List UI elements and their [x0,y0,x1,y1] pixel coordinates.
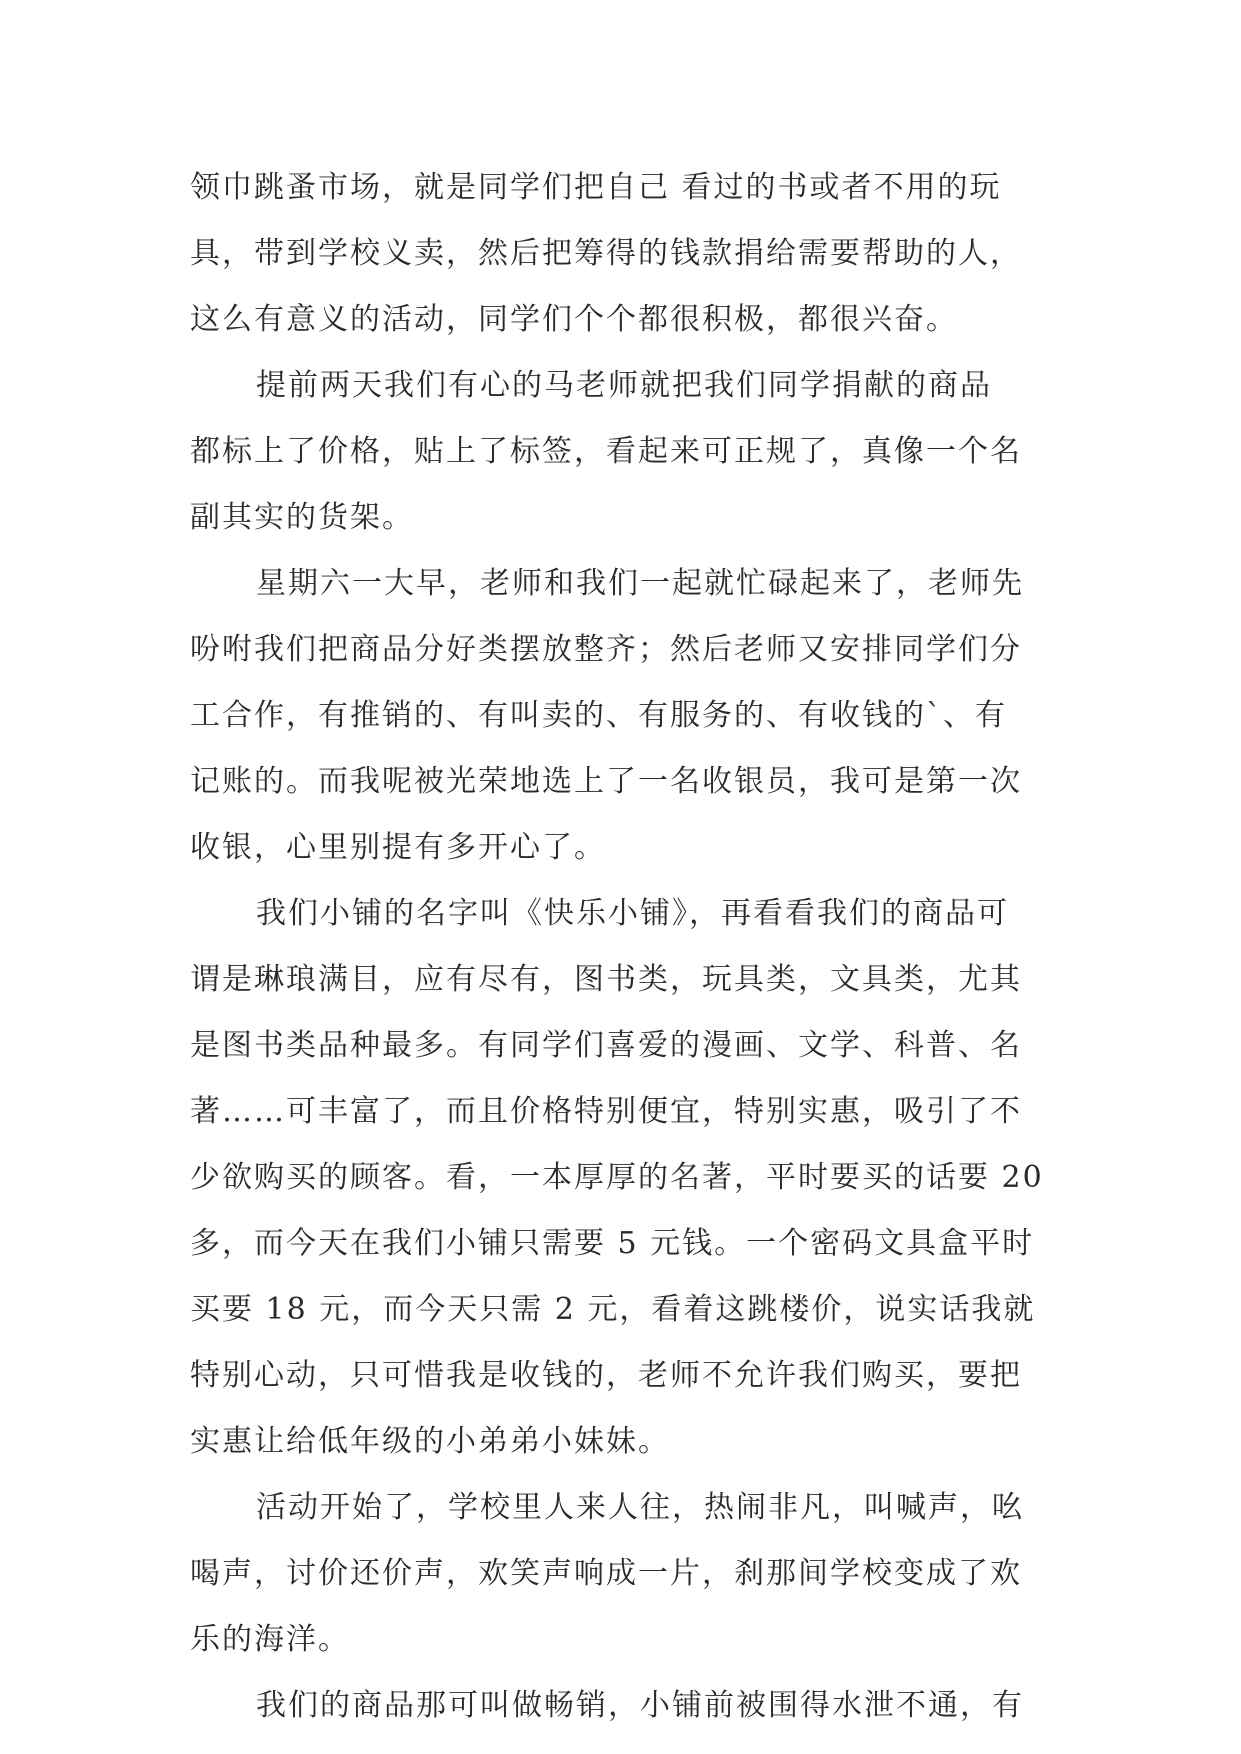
text-line: 都标上了价格，贴上了标签，看起来可正规了，真像一个名 [190,434,1022,469]
text-line: 多，而今天在我们小铺只需要 5 元钱。一个密码文具盒平时 [190,1226,1035,1261]
text-line: 提前两天我们有心的马老师就把我们同学捐献的商品 [256,368,992,403]
text-line: 少欲购买的顾客。看，一本厚厚的名著，平时要买的话要 20 [190,1160,1044,1195]
text-line: 是图书类品种最多。有同学们喜爱的漫画、文学、科普、名 [190,1028,1022,1063]
text-line: 著……可丰富了，而且价格特别便宜，特别实惠，吸引了不 [190,1094,1022,1129]
text-line: 我们小铺的名字叫《快乐小铺》，再看看我们的商品可 [256,896,1009,931]
text-line: 领巾跳蚤市场，就是同学们把自己 看过的书或者不用的玩 [190,170,1002,205]
text-line: 喝声，讨价还价声，欢笑声响成一片，刹那间学校变成了欢 [190,1556,1022,1591]
text-line: 活动开始了，学校里人来人往，热闹非凡，叫喊声，吆 [256,1490,1024,1525]
document-body [190,155,1050,1739]
text-line: 我们的商品那可叫做畅销，小铺前被围得水泄不通，有 [256,1688,1024,1723]
text-line: 特别心动，只可惜我是收钱的，老师不允许我们购买，要把 [190,1358,1022,1393]
text-line: 工合作，有推销的、有叫卖的、有服务的、有收钱的`、有 [190,698,1007,733]
text-line: 收银，心里别提有多开心了。 [190,830,606,865]
text-line: 星期六一大早，老师和我们一起就忙碌起来了，老师先 [256,566,1024,601]
text-line: 副其实的货架。 [190,500,414,535]
text-line: 这么有意义的活动，同学们个个都很积极，都很兴奋。 [190,302,958,337]
text-line: 具，带到学校义卖，然后把筹得的钱款捐给需要帮助的人， [190,236,1022,271]
text-line: 买要 18 元，而今天只需 2 元，看着这跳楼价，说实话我就 [190,1292,1036,1327]
text-line: 谓是琳琅满目，应有尽有，图书类，玩具类，文具类，尤其 [190,962,1022,997]
text-line: 实惠让给低年级的小弟弟小妹妹。 [190,1424,670,1459]
text-line: 记账的。而我呢被光荣地选上了一名收银员，我可是第一次 [190,764,1022,799]
text-line: 吩咐我们把商品分好类摆放整齐；然后老师又安排同学们分 [190,632,1022,667]
text-line: 乐的海洋。 [190,1622,350,1657]
